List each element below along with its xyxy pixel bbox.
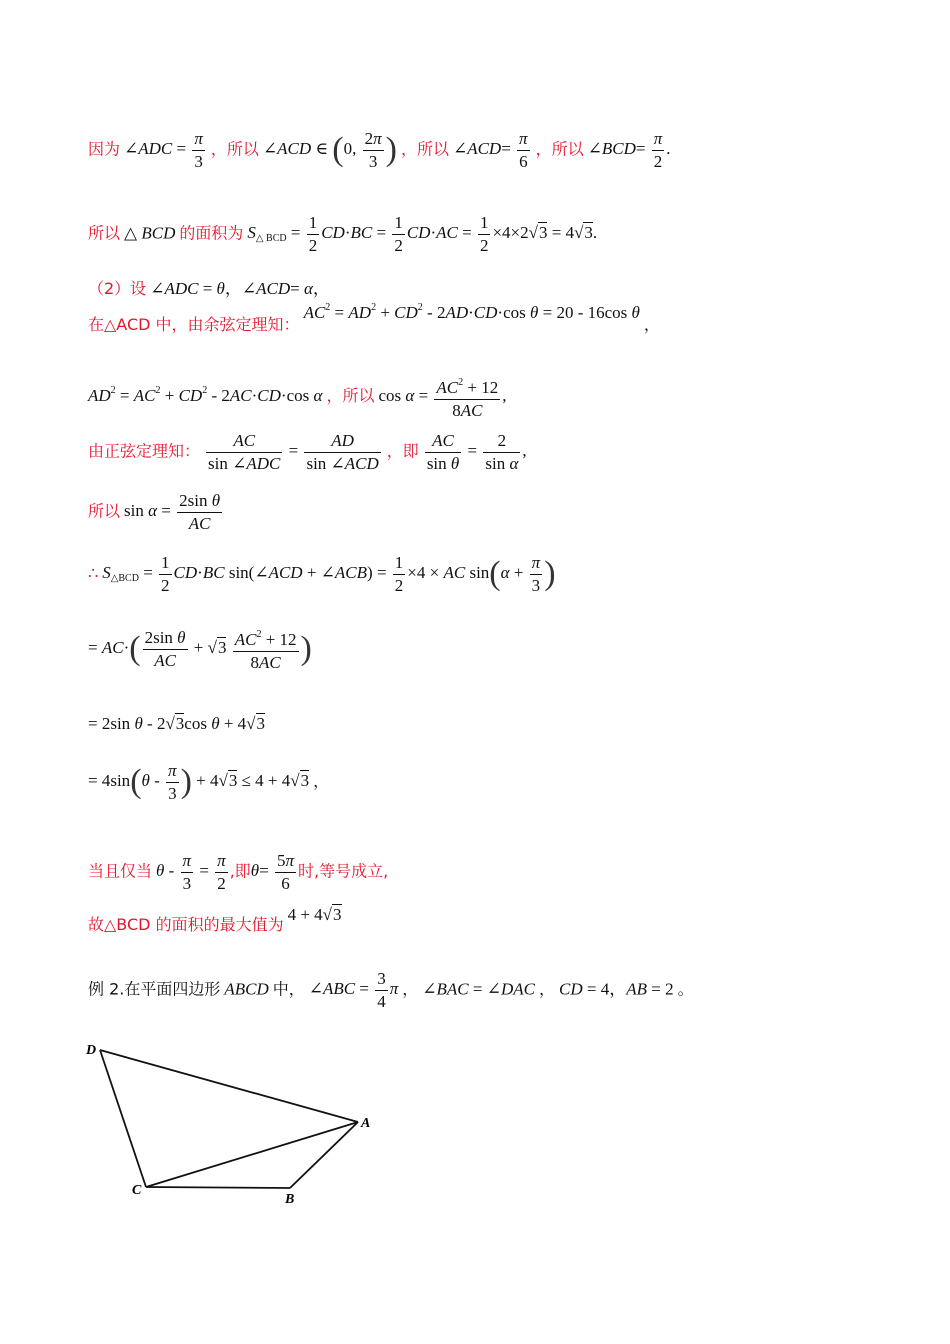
line-area-step-2: = 2sin θ - 2√3cos θ + 4√3 — [88, 714, 265, 733]
line-part2-setup: （2）设 ∠ADC = θ，∠ACD= α， — [88, 279, 330, 298]
line-area-expression: ∴ $S_{\triangle BCD}$ = $\frac{1}{2}$ CD·BC sin(∠ACD + ∠ACB) = $\frac{1}{2}$ ×4 × AC sin(α + $\frac{\pi}{3}$ ) — [88, 553, 556, 595]
edge-cb — [146, 1187, 290, 1188]
line-area-step-3: = 4sin(θ - $\frac{\pi}{3}$ ) + 4√3 ≤ 4 + 4√3 ， — [88, 761, 330, 803]
line-cosine-law-1: 在△ACD 中，由余弦定理知： $AC^2 = AD^2 + CD^2 - 2AD\cdot CD\cdot\cos$ θ = 20 - 16cos θ ， — [88, 302, 660, 334]
vertex-label-c: C — [132, 1183, 142, 1198]
vertex-label-d: D — [86, 1043, 97, 1058]
vertex-label-b: B — [285, 1192, 295, 1207]
line-angle-values: 因为 ∠ADC = $\frac{\pi}{3}$ ，所以 ∠ACD ∈ (0, $\frac{2\pi}{3}$ ) ，所以 ∠ACD= $\frac{\pi}{6}$ ，所以 ∠BCD= $\frac{\pi}{2}$ . — [88, 129, 671, 171]
line-sin-alpha: 所以 sin α = $\frac{\text{2sin θ}}{AC}$ — [88, 491, 221, 533]
line-area-step-1: = AC·( $\frac{\text{2sin θ}}{AC}$ + √3 $\frac{AC^2 + 12}{8AC}$ ) — [88, 624, 312, 674]
figure-edges — [100, 1050, 358, 1188]
quadrilateral-figure — [80, 1035, 390, 1215]
line-sine-law: 由正弦定理知： $\frac{AC}{\text{sin ∠ADC}}$ = $\frac{AD}{\text{sin ∠ACD}}$ ，即 $\frac{AC}{\text{sin θ}}$ = $\frac{2}{\text{sin α}}$ , — [88, 431, 527, 473]
edge-da — [100, 1050, 358, 1122]
line-max-area: 故△BCD 的面积的最大值为 4 + 4√3 — [88, 905, 342, 934]
example-2-statement: 例 2.在平面四边形 ABCD 中， ∠ABC = $\frac{3}{4}$ π ， ∠BAC = ∠DAC ， CD = 4，AB = 2 。 — [88, 969, 694, 1011]
edge-dc — [100, 1050, 146, 1187]
text-yinwei: 因为 — [88, 139, 121, 159]
line-equality-condition: 当且仅当 θ - $\frac{\pi}{3}$ = $\frac{\pi}{2}$ ,即θ= $\frac{5\pi}{6}$ 时,等号成立, — [88, 851, 389, 893]
line-area-bcd: 所以 △ BCD 的面积为 $S_{\triangle BCD}$ = $\frac{1}{2}$ CD·BC = $\frac{1}{2}$ CD·AC = $\frac{1}{2}$ ×4×2√3 = 4√3. — [88, 213, 598, 255]
edge-ca — [146, 1122, 358, 1187]
line-cosine-law-2: $AD^2 = AC^2 + CD^2 - 2AC\cdot CD\cdot\cos$ α ，所以 cos α = $\frac{AC^2 + 12}{8AC}$ , — [88, 372, 506, 422]
vertex-label-a: A — [361, 1116, 371, 1131]
